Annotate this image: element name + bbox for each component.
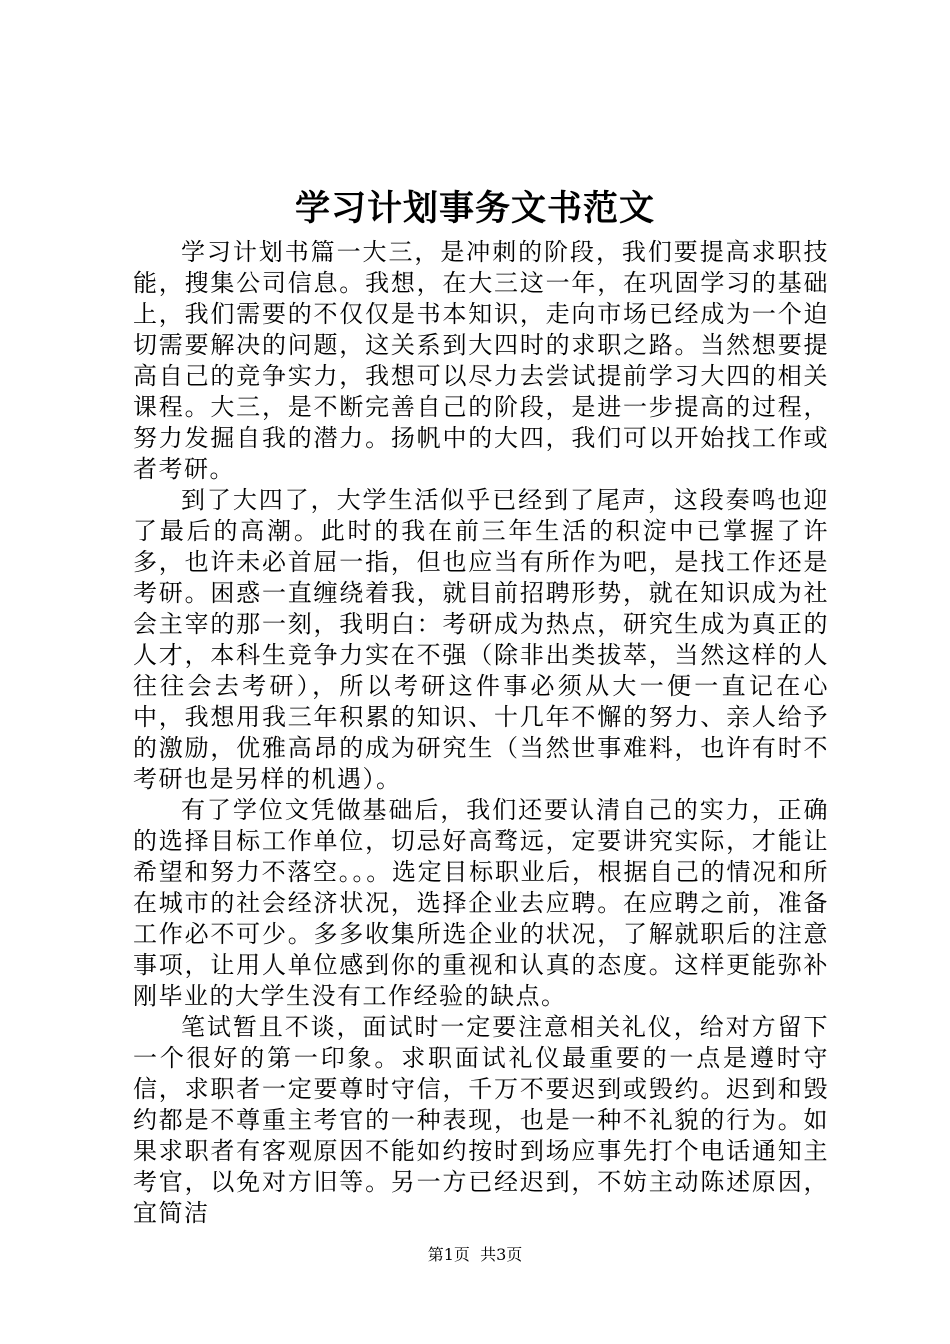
document-title: 学习计划事务文书范文 [294,188,655,229]
page-footer [0,1244,950,1266]
page-number-label: 第1页 共3页 [427,1245,523,1264]
paragraph-3: 有了学位文凭做基础后，我们还要认清自己的实力，正确的选择目标工作单位，切忌好高骛远，定要讲究实际，才能让希望和努力不落空。。。选定目标职业后，根据自己的情况和所在城市的社会经济状况，选择企业去应聘。在应聘之前，准备工作必不可少。多多收集所选企业的状况，了解就职后的注意事项，让用人单位感到你的重视和认真的态度。这样更能弥补刚毕业的大学生没有工作经验的缺点。 [133,796,829,1010]
paragraph-1: 学习计划书篇一大三，是冲刺的阶段，我们要提高求职技能，搜集公司信息。我想，在大三这一年，在巩固学习的基础上，我们需要的不仅仅是书本知识，走向市场已经成为一个迫切需要解决的问题，这关系到大四时的求职之路。当然想要提高自己的竞争实力，我想可以尽力去尝试提前学习大四的相关课程。大三，是不断完善自己的阶段，是进一步提高的过程，努力发掘自我的潜力。扬帆中的大四，我们可以开始找工作或者考研。 [133,238,829,483]
paragraph-2: 到了大四了，大学生活似乎已经到了尾声，这段奏鸣也迎了最后的高潮。此时的我在前三年生活的积淀中已掌握了许多，也许未必首屈一指，但也应当有所作为吧，是找工作还是考研。困惑一直缠绕着我，就目前招聘形势，就在知识成为社会主宰的那一刻，我明白：考研成为热点，研究生成为真正的人才，本科生竞争力实在不强（除非出类拔萃，当然这样的人往往会去考研），所以考研这件事必须从大一便一直记在心中，我想用我三年积累的知识、十几年不懈的努力、亲人给予的激励，优雅高昂的成为研究生（当然世事难料，也许有时不考研也是另样的机遇）。 [133,486,829,793]
paragraph-4: 笔试暂且不谈，面试时一定要注意相关礼仪，给对方留下一个很好的第一印象。求职面试礼仪最重要的一点是遵时守信，求职者一定要尊时守信，千万不要迟到或毁约。迟到和毁约都是不尊重主考官的一种表现，也是一种不礼貌的行为。如果求职者有客观原因不能如约按时到场应事先打个电话通知主考官，以免对方旧等。另一方已经迟到，不妨主动陈述原因，宜简洁 [133,1013,829,1227]
document-body [133,237,829,1229]
